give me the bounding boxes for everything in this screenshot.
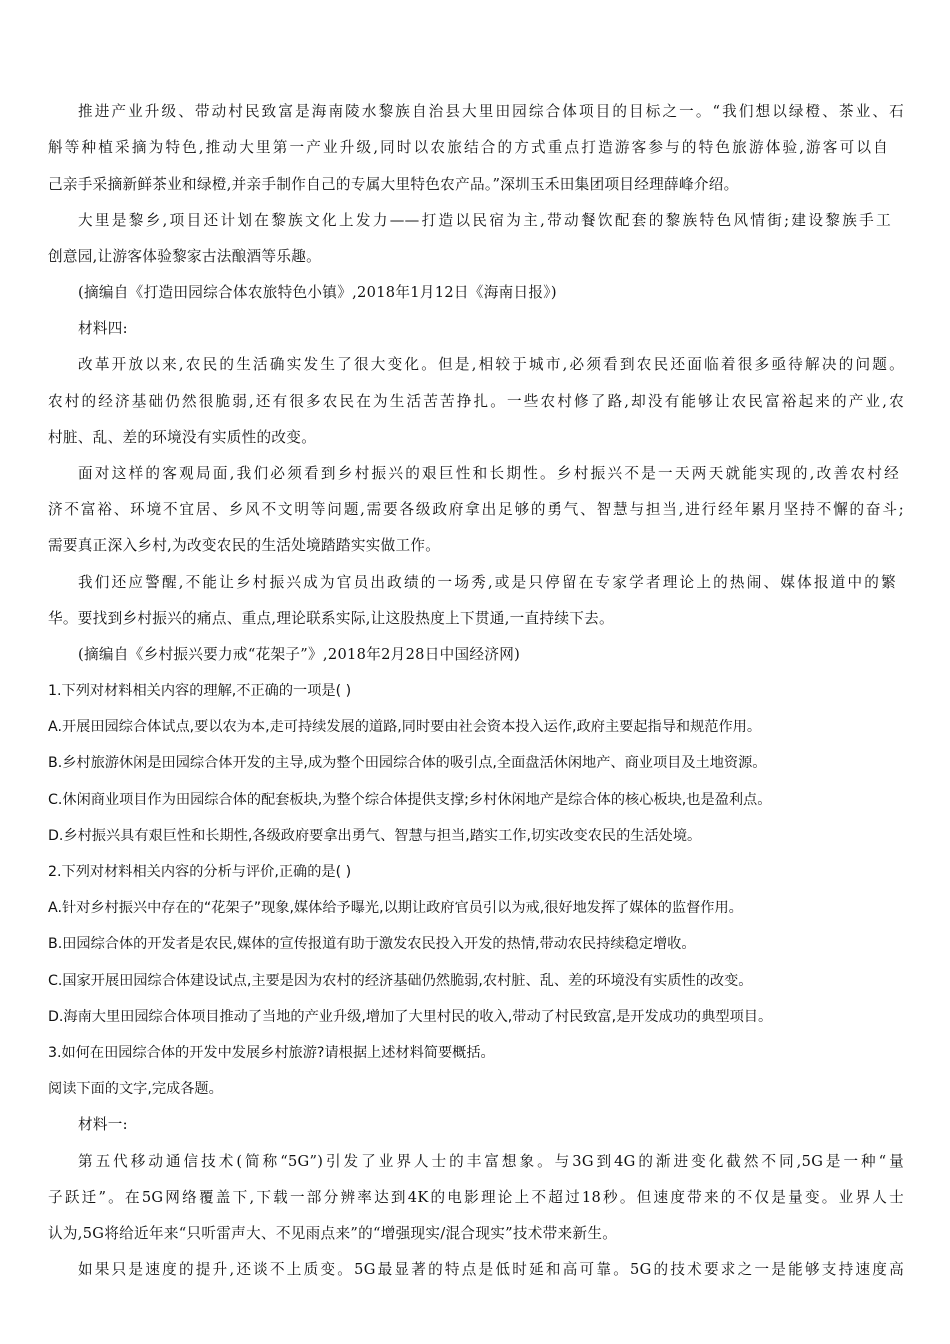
paragraph-line: 面对这样的客观局面,我们必须看到乡村振兴的艰巨性和长期性。乡村振兴不是一天两天就能实现的,改善农村经 — [78, 465, 899, 482]
question-2-option-d: D.海南大里田园综合体项目推动了当地的产业升级,增加了大里村民的收入,带动了村民致富,是开发成功的典型项目。 — [48, 1009, 773, 1025]
question-1-option-c: C.休闲商业项目作为田园综合体的配套板块,为整个综合体提供支撑;乡村休闲地产是综合体的核心板块,也是盈利点。 — [48, 792, 772, 808]
question-1-option-d: D.乡村振兴具有艰巨性和长期性,各级政府要拿出勇气、智慧与担当,踏实工作,切实改变农民的生活处境。 — [48, 828, 702, 844]
question-1: 1.下列对材料相关内容的理解,不正确的一项是( ) — [48, 683, 352, 699]
reading-instruction: 阅读下面的文字,完成各题。 — [48, 1081, 223, 1097]
paragraph-line: 第五代移动通信技术(简称“5G”)引发了业界人士的丰富想象。与3G到4G的渐进变化截然不同,5G是一种“量 — [78, 1153, 904, 1170]
question-2-option-b: B.田园综合体的开发者是农民,媒体的宣传报道有助于激发农民投入开发的热情,带动农民持续稳定增收。 — [48, 936, 696, 952]
paragraph-line: 创意园,让游客体验黎家古法酿酒等乐趣。 — [48, 248, 322, 265]
paragraph-line: 济不富裕、环境不宜居、乡风不文明等问题,需要各级政府拿出足够的勇气、智慧与担当,进行经年累月坚持不懈的奋斗; — [48, 501, 904, 518]
section-heading: 材料一: — [78, 1116, 128, 1133]
section-heading: 材料四: — [78, 320, 128, 337]
paragraph-line: 需要真正深入乡村,为改变农民的生活处境踏踏实实做工作。 — [48, 537, 441, 554]
paragraph-line: 大里是黎乡,项目还计划在黎族文化上发力——打造以民宿为主,带动餐饮配套的黎族特色风情街;建设黎族手工 — [78, 212, 891, 229]
paragraph-line: 斛等种植采摘为特色,推动大里第一产业升级,同时以农旅结合的方式重点打造游客参与的特色旅游体验,游客可以自 — [48, 139, 888, 156]
question-1-option-b: B.乡村旅游休闲是田园综合体开发的主导,成为整个田园综合体的吸引点,全面盘活休闲地产、商业项目及土地资源。 — [48, 755, 767, 771]
question-3: 3.如何在田园综合体的开发中发展乡村旅游?请根据上述材料简要概括。 — [48, 1045, 495, 1061]
question-1-option-a: A.开展田园综合体试点,要以农为本,走可持续发展的道路,同时要由社会资本投入运作,政府主要起指导和规范作用。 — [48, 719, 762, 735]
paragraph-line: 改革开放以来,农民的生活确实发生了很大变化。但是,相较于城市,必须看到农民还面临着很多亟待解决的问题。 — [78, 356, 904, 373]
question-2-option-c: C.国家开展田园综合体建设试点,主要是因为农村的经济基础仍然脆弱,农村脏、乱、差的环境没有实质性的改变。 — [48, 973, 753, 989]
paragraph-line: 我们还应警醒,不能让乡村振兴成为官员出政绩的一场秀,或是只停留在专家学者理论上的热闹、媒体报道中的繁 — [78, 574, 896, 591]
paragraph-line: 农村的经济基础仍然很脆弱,还有很多农民在为生活苦苦挣扎。一些农村修了路,却没有能够让农民富裕起来的产业,农 — [48, 393, 904, 410]
source-citation: (摘编自《打造田园综合体农旅特色小镇》,2018年1月12日《海南日报》) — [78, 284, 557, 301]
question-2-option-a: A.针对乡村振兴中存在的“花架子”现象,媒体给予曝光,以期让政府官员引以为戒,很好地发挥了媒体的监督作用。 — [48, 900, 743, 916]
paragraph-line: 如果只是速度的提升,还谈不上质变。5G最显著的特点是低时延和高可靠。5G的技术要求之一是能够支持速度高 — [78, 1261, 904, 1278]
question-2: 2.下列对材料相关内容的分析与评价,正确的是( ) — [48, 864, 352, 880]
paragraph-line: 子跃迁”。在5G网络覆盖下,下载一部分辨率达到4K的电影理论上不超过18秒。但速度带来的不仅是量变。业界人士 — [48, 1189, 904, 1206]
paragraph-line: 己亲手采摘新鲜茶业和绿橙,并亲手制作自己的专属大里特色农产品。”深圳玉禾田集团项目经理薛峰介绍。 — [48, 176, 739, 193]
source-citation: (摘编自《乡村振兴要力戒“花架子”》,2018年2月28日中国经济网) — [78, 646, 521, 663]
paragraph-line: 推进产业升级、带动村民致富是海南陵水黎族自治县大里田园综合体项目的目标之一。“我们想以绿橙、茶业、石 — [78, 103, 904, 120]
paragraph-line: 华。要找到乡村振兴的痛点、重点,理论联系实际,让这股热度上下贯通,一直持续下去。 — [48, 610, 614, 627]
paragraph-line: 村脏、乱、差的环境没有实质性的改变。 — [48, 429, 317, 446]
paragraph-line: 认为,5G将给近年来“只听雷声大、不见雨点来”的“增强现实/混合现实”技术带来新生。 — [48, 1225, 618, 1242]
